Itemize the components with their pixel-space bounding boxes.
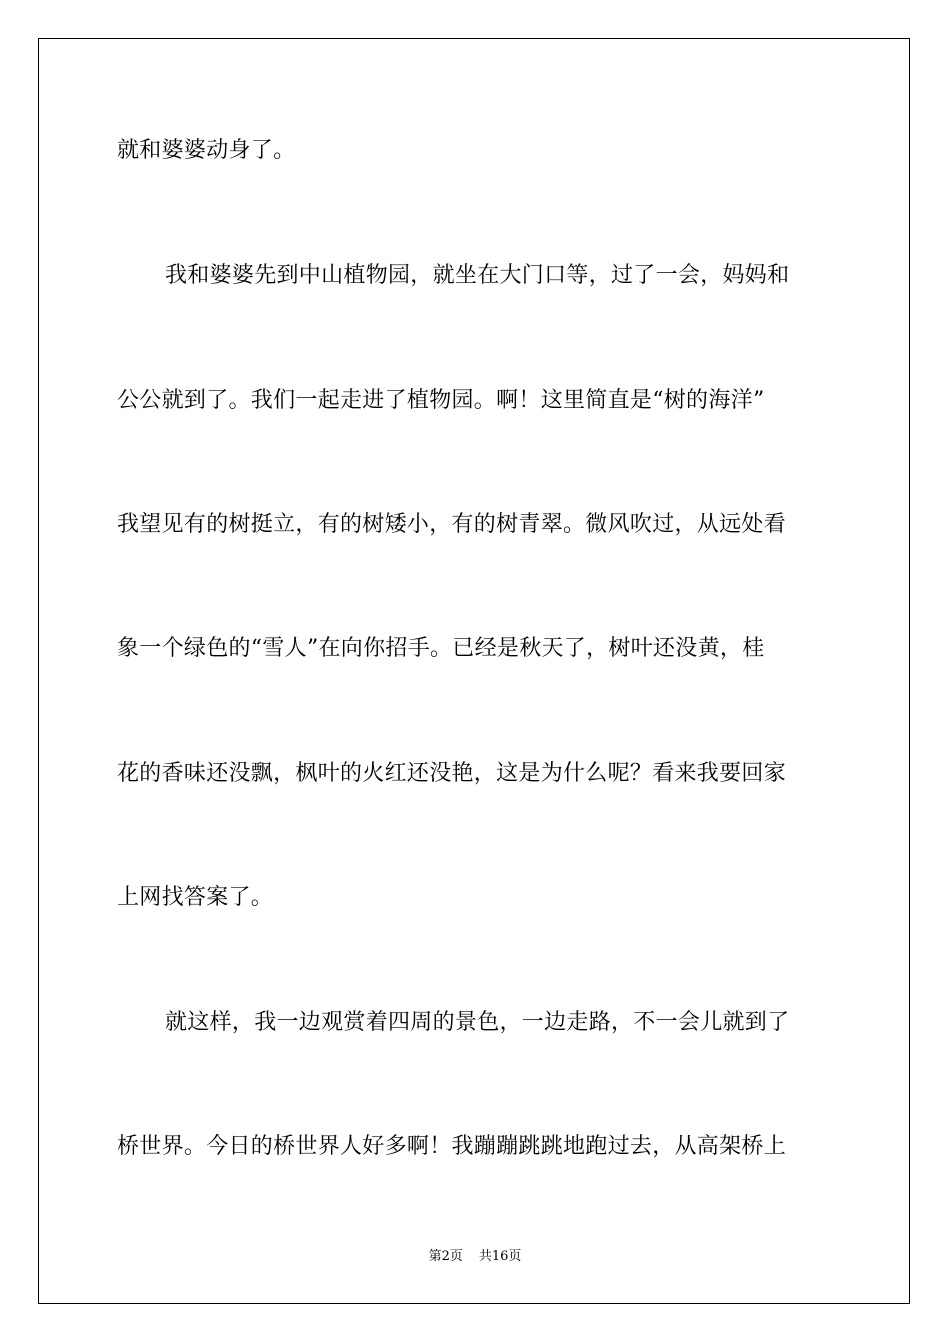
- paragraph-first-line: 就这样，我一边观赏着四周的景色，一边走路，不一会儿就到了: [165, 1010, 790, 1035]
- paragraph-first-line: 我和婆婆先到中山植物园，就坐在大门口等，过了一会，妈妈和: [165, 263, 790, 288]
- text-line: 桥世界。今日的桥世界人好多啊！我蹦蹦跳跳地跑过去，从高架桥上: [117, 1134, 787, 1159]
- page-number: 第2页: [428, 1249, 463, 1264]
- text-line: 上网找答案了。: [117, 885, 274, 910]
- text-line: 花的香味还没飘，枫叶的火红还没艳，这是为什么呢？看来我要回家: [117, 761, 787, 786]
- text-line: 象一个绿色的“雪人”在向你招手。已经是秋天了，树叶还没黄，桂: [117, 636, 765, 661]
- page-footer: [0, 1248, 950, 1266]
- text-line: 公公就到了。我们一起走进了植物园。啊！这里简直是“树的海洋”: [117, 388, 765, 413]
- page-total: 共16页: [478, 1249, 522, 1264]
- text-line: 就和婆婆动身了。: [117, 138, 296, 163]
- text-line: 我望见有的树挺立，有的树矮小，有的树青翠。微风吹过，从远处看: [117, 512, 787, 537]
- page-border: [38, 38, 910, 1304]
